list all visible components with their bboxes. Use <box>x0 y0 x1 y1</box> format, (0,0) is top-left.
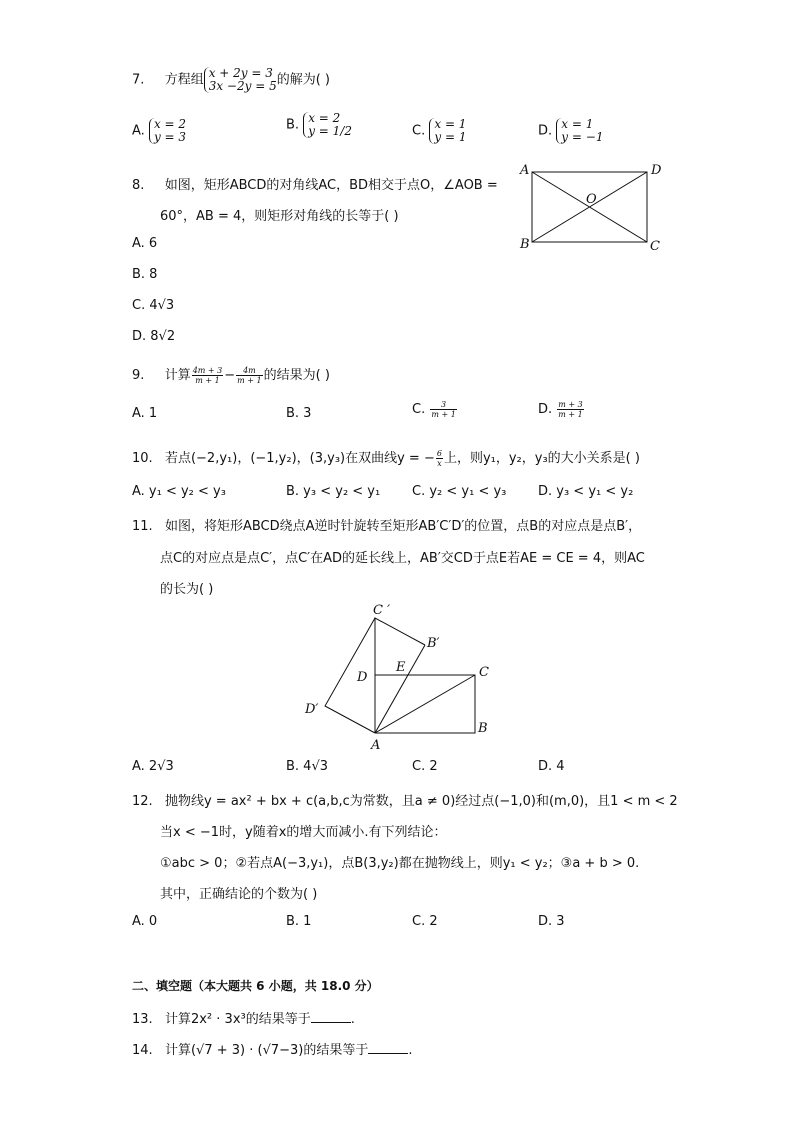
q11-number: 11. <box>132 519 153 534</box>
q11-option-d[interactable]: D. 4 <box>538 759 565 774</box>
q11-stem-line1: 如图，将矩形ABCD绕点A逆时针旋转至矩形AB′C′D′的位置，点B的对应点是点B′， <box>164 519 642 534</box>
q12-stem-line4: 其中，正确结论的个数为( ) <box>160 887 318 902</box>
q10-stem-post: 上，则y₁，y₂，y₃的大小关系是( ) <box>443 451 640 466</box>
label-d-prime: D′ <box>305 702 319 717</box>
numerator: 4m + 3 <box>192 366 223 375</box>
q7-option-b-system <box>303 112 352 138</box>
section-title: 二、填空题（本大题共 6 小题，共 18.0 分） <box>132 979 379 993</box>
denominator: m + 1 <box>558 410 583 419</box>
option-line: x = 2 <box>153 117 187 131</box>
q8-option-b[interactable]: B. 8 <box>132 267 158 282</box>
label-d: D <box>651 163 662 178</box>
q11-stem-line3: 的长为( ) <box>160 582 214 597</box>
q12-stem-line1: 抛物线y = ax² + bx + c(a,b,c为常数，且a ≠ 0)经过点(−1,0)和(m,0)，且1 < m < 2 <box>164 794 678 809</box>
q7-option-b[interactable] <box>286 112 352 138</box>
q9-option-d-fraction <box>557 400 583 419</box>
q14-period: . <box>408 1043 413 1058</box>
q8-stem-line2: 60°，AB = 4，则矩形对角线的长等于( ) <box>160 209 399 224</box>
q7-stem-pre: 方程组 <box>164 72 204 88</box>
q7-option-c-system <box>429 118 466 144</box>
option-label: A. <box>132 123 145 139</box>
q14-stem <box>132 1039 413 1058</box>
q7-option-c[interactable] <box>412 118 466 144</box>
q13-stem <box>132 1008 355 1027</box>
label-o: O <box>586 192 597 207</box>
rotated-side-c1-d1-a <box>325 618 375 733</box>
option-line: y = 1 <box>434 130 467 144</box>
label-a: A <box>371 738 381 753</box>
numerator: m + 3 <box>558 400 583 409</box>
q9-option-d[interactable] <box>538 400 585 419</box>
q7-eq1: x + 2y = 3 <box>208 66 273 80</box>
q7-option-a[interactable] <box>132 118 186 144</box>
option-line: y = 3 <box>153 130 187 144</box>
q8-rectangle-figure <box>515 160 665 255</box>
q13-number: 13. <box>132 1012 153 1027</box>
q12-number: 12. <box>132 794 153 809</box>
denominator: m + 1 <box>237 376 262 385</box>
denominator: x <box>437 459 442 468</box>
q12-line1 <box>132 790 678 809</box>
label-c: C <box>650 239 660 254</box>
q8-option-a[interactable]: A. 6 <box>132 236 158 251</box>
q7-option-a-system <box>149 118 186 144</box>
option-label: C. <box>412 123 426 139</box>
label-d: D <box>357 670 368 685</box>
q13-answer-blank[interactable] <box>311 1010 351 1023</box>
q10-option-d[interactable]: D. y₃ < y₁ < y₂ <box>538 484 634 499</box>
q11-line1 <box>132 515 641 534</box>
option-line: x = 1 <box>434 117 467 131</box>
option-label: B. <box>286 117 300 133</box>
option-line: y = 1/2 <box>308 124 352 138</box>
q7-option-d-system <box>556 118 603 144</box>
q10-option-c[interactable]: C. y₂ < y₁ < y₃ <box>412 484 507 499</box>
q12-option-b[interactable]: B. 1 <box>286 914 312 929</box>
q13-stem-text: 计算2x² · 3x³的结果等于 <box>164 1012 311 1027</box>
q11-option-a[interactable]: A. 2√3 <box>132 759 174 774</box>
q8-line1 <box>132 174 498 193</box>
q8-stem-line1: 如图，矩形ABCD的对角线AC，BD相交于点O，∠AOB = <box>164 178 498 193</box>
q7-option-d[interactable] <box>538 118 603 144</box>
q11-rotation-figure <box>295 598 505 753</box>
q12-stem-line3: ①abc > 0；②若点A(−3,y₁)，点B(3,y₂)都在抛物线上，则y₁ < y₂；③a + b > 0. <box>160 856 640 871</box>
q10-stem-pre: 若点(−2,y₁)，(−1,y₂)，(3,y₃)在双曲线y = − <box>164 451 435 466</box>
q7-number: 7. <box>132 72 145 88</box>
segment-ab1 <box>375 645 425 733</box>
q7-stem-post: 的解为( ) <box>276 72 330 88</box>
q13-period: . <box>350 1012 355 1027</box>
option-line: y = −1 <box>561 130 604 144</box>
numerator: 3 <box>430 400 456 410</box>
numerator: 4m <box>236 366 262 376</box>
q9-stem-post: 的结果为( ) <box>263 368 330 383</box>
q7-stem <box>132 67 330 93</box>
q11-stem-line2: 点C的对应点是点C′，点C′在AD的延长线上，AB′交CD于点E若AE = CE = 4，则AC <box>160 551 645 566</box>
q12-option-c[interactable]: C. 2 <box>412 914 438 929</box>
diagonal-ac <box>375 675 475 733</box>
denominator: m + 1 <box>431 410 456 419</box>
label-e: E <box>396 660 406 675</box>
q10-number: 10. <box>132 451 153 466</box>
label-c-prime: C ′ <box>373 603 391 618</box>
q12-stem-line2: 当x < −1时，y随着x的增大而减小.有下列结论： <box>160 825 447 840</box>
q9-option-a[interactable]: A. 1 <box>132 406 158 421</box>
q8-option-d[interactable]: D. 8√2 <box>132 329 176 344</box>
q9-stem <box>132 364 330 385</box>
numerator: 6 <box>436 449 442 458</box>
option-label: D. <box>538 123 553 139</box>
option-label: D. <box>538 402 553 417</box>
q12-option-d[interactable]: D. 3 <box>538 914 565 929</box>
option-line: x = 1 <box>561 117 594 131</box>
q8-number: 8. <box>132 178 145 193</box>
q9-stem-pre: 计算 <box>164 368 191 383</box>
q9-option-c[interactable] <box>412 400 458 419</box>
q10-option-a[interactable]: A. y₁ < y₂ < y₃ <box>132 484 226 499</box>
label-c: C <box>479 665 489 680</box>
label-a: A <box>520 163 530 178</box>
q7-equation-system <box>204 67 277 93</box>
q11-option-b[interactable]: B. 4√3 <box>286 759 329 774</box>
denominator: m + 1 <box>195 376 220 385</box>
label-b: B <box>478 721 488 736</box>
q12-option-a[interactable]: A. 0 <box>132 914 158 929</box>
option-label: C. <box>412 402 426 417</box>
minus-sign: − <box>224 368 236 383</box>
label-b: B <box>520 237 530 252</box>
q9-number: 9. <box>132 368 145 383</box>
q14-number: 14. <box>132 1043 153 1058</box>
q10-option-b[interactable]: B. y₃ < y₂ < y₁ <box>286 484 381 499</box>
q9-option-c-fraction <box>430 400 456 419</box>
q10-fraction <box>436 449 443 468</box>
q14-answer-blank[interactable] <box>368 1041 408 1054</box>
q10-stem <box>132 447 640 468</box>
q9-option-b[interactable]: B. 3 <box>286 406 312 421</box>
option-line: x = 2 <box>308 111 341 125</box>
label-b-prime: B′ <box>427 636 440 651</box>
q9-fraction-1 <box>192 366 224 385</box>
q9-fraction-2 <box>236 366 262 385</box>
q14-stem-text: 计算(√7 + 3) · (√7−3)的结果等于 <box>164 1043 369 1058</box>
q11-option-c[interactable]: C. 2 <box>412 759 438 774</box>
q7-eq2: 3x −2y = 5 <box>208 79 277 93</box>
q8-option-c[interactable]: C. 4√3 <box>132 298 175 313</box>
